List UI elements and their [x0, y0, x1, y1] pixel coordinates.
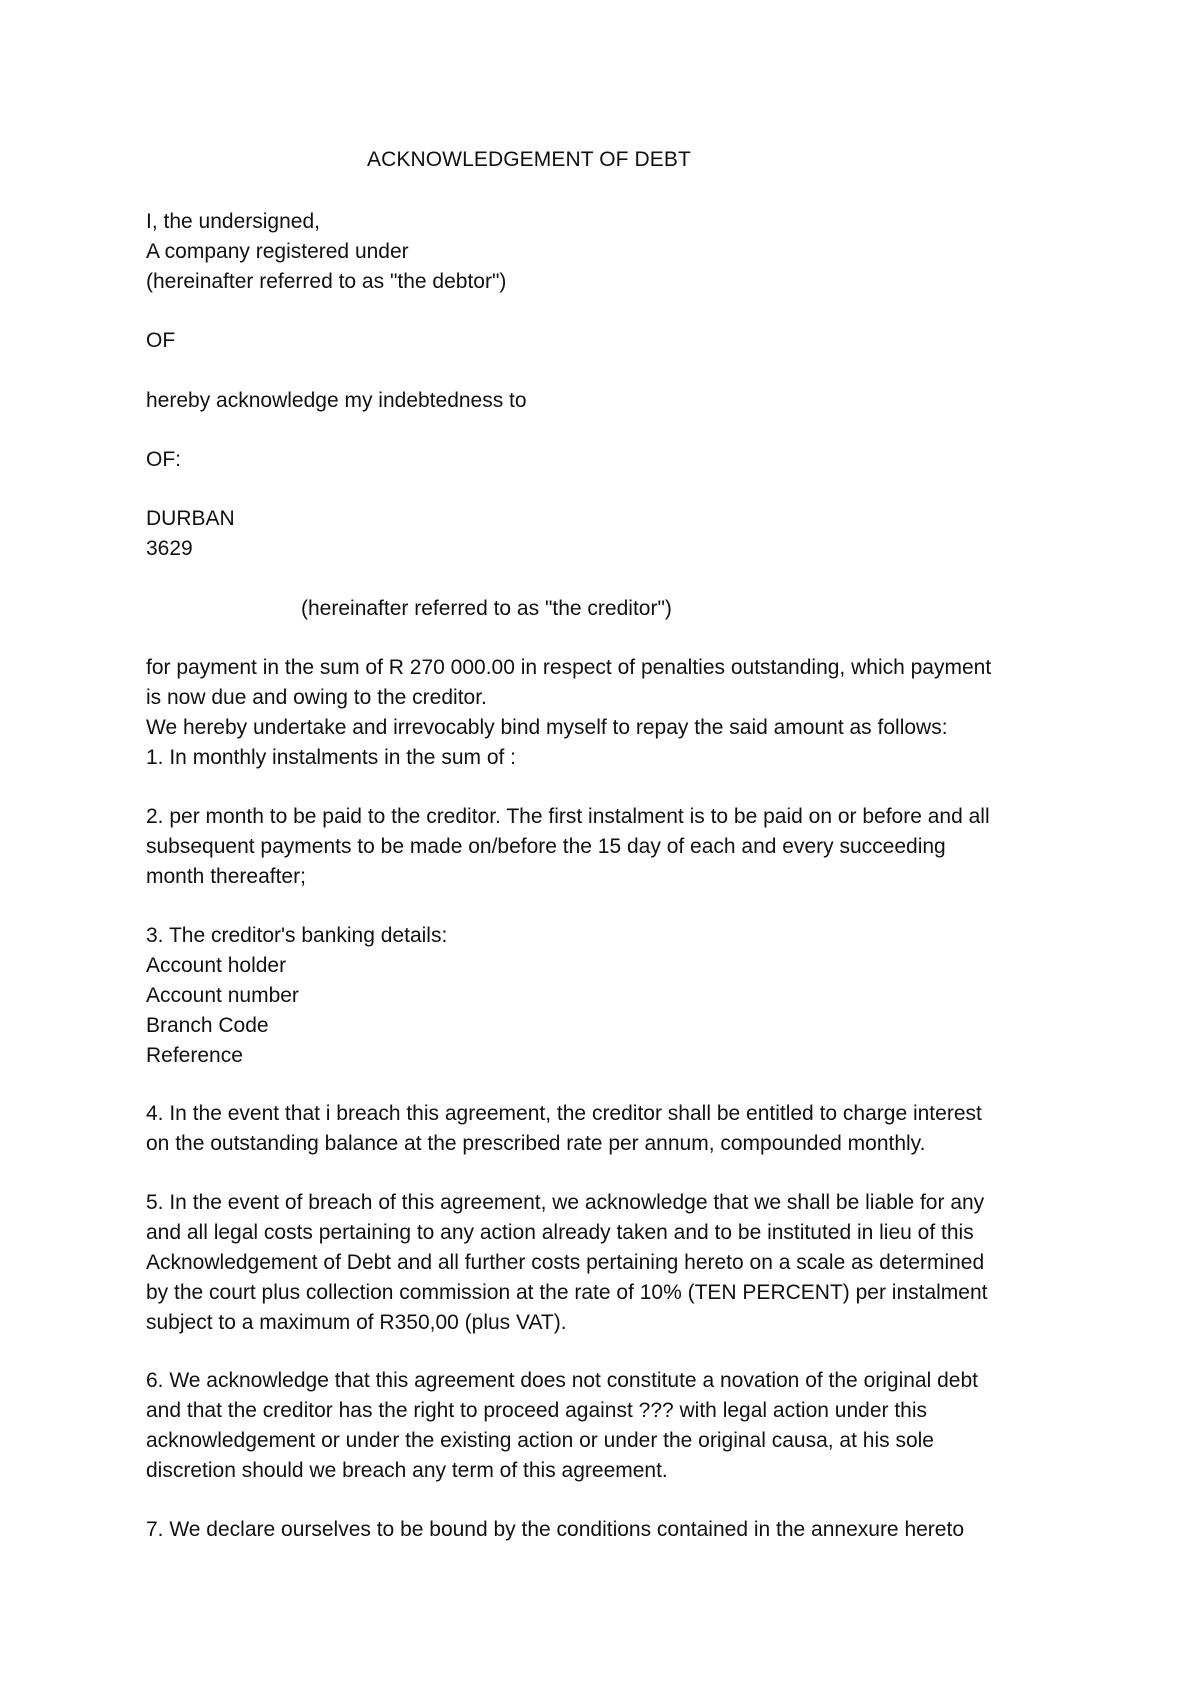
clause-2 [146, 802, 1066, 892]
intro-block [146, 207, 1066, 297]
of-text: OF [146, 329, 176, 352]
bank-field-label: Account holder [146, 954, 287, 977]
clause-line: 5. In the event of breach of this agreement, we acknowledge that we shall be liable for any [146, 1191, 985, 1214]
clause-line: 7. We declare ourselves to be bound by the conditions contained in the annexure hereto [146, 1518, 964, 1541]
creditor-reference: (hereinafter referred to as "the creditor") [301, 597, 672, 620]
clause-6 [146, 1366, 1066, 1486]
clause-line: 3. The creditor's banking details: [146, 924, 448, 947]
clause-5 [146, 1188, 1066, 1338]
clause-line: 4. In the event that i breach this agreement, the creditor shall be entitled to charge interest [146, 1102, 982, 1125]
bank-field-label: Account number [146, 984, 299, 1007]
clause-line: on the outstanding balance at the prescribed rate per annum, compounded monthly. [146, 1132, 926, 1155]
payment-line: 1. In monthly instalments in the sum of : [146, 746, 517, 769]
document-title: ACKNOWLEDGEMENT OF DEBT [367, 148, 691, 171]
bank-field-label: Branch Code [146, 1014, 269, 1037]
bank-field-label: Reference [146, 1044, 243, 1067]
address-line: DURBAN [146, 507, 235, 530]
clause-line: 2. per month to be paid to the creditor. The first instalment is to be paid on or before and all [146, 805, 990, 828]
of-heading-1 [146, 326, 1066, 356]
clause-4 [146, 1099, 1066, 1159]
clause-line: and that the creditor has the right to proceed against ??? with legal action under this [146, 1399, 927, 1422]
clause-7 [146, 1515, 1066, 1545]
intro-line: A company registered under [146, 240, 409, 263]
payment-block [146, 653, 1066, 773]
payment-line: for payment in the sum of R 270 000.00 in respect of penalties outstanding, which payment [146, 656, 992, 679]
clause-line: month thereafter; [146, 865, 306, 888]
intro-line: I, the undersigned, [146, 210, 320, 233]
address-block [146, 504, 1066, 564]
clause-line: subject to a maximum of R350,00 (plus VAT). [146, 1311, 567, 1334]
clause-line: discretion should we breach any term of this agreement. [146, 1459, 668, 1482]
acknowledge-block [146, 386, 1066, 416]
clause-line: Acknowledgement of Debt and all further costs pertaining hereto on a scale as determined [146, 1251, 985, 1274]
of-text: OF: [146, 448, 181, 471]
address-line: 3629 [146, 537, 193, 560]
acknowledge-line: hereby acknowledge my indebtedness to [146, 389, 527, 412]
clause-line: subsequent payments to be made on/before the 15 day of each and every succeeding [146, 835, 946, 858]
of-heading-2 [146, 445, 1066, 475]
payment-line: is now due and owing to the creditor. [146, 686, 487, 709]
intro-line: (hereinafter referred to as "the debtor") [146, 270, 507, 293]
clause-line: and all legal costs pertaining to any action already taken and to be instituted in lieu of this [146, 1221, 974, 1244]
payment-line: We hereby undertake and irrevocably bind myself to repay the said amount as follows: [146, 716, 948, 739]
clause-line: 6. We acknowledge that this agreement does not constitute a novation of the original debt [146, 1369, 978, 1392]
clause-line: by the court plus collection commission at the rate of 10% (TEN PERCENT) per instalment [146, 1281, 988, 1304]
clause-line: acknowledgement or under the existing action or under the original causa, at his sole [146, 1429, 934, 1452]
clause-3-banking-details [146, 921, 1066, 1071]
